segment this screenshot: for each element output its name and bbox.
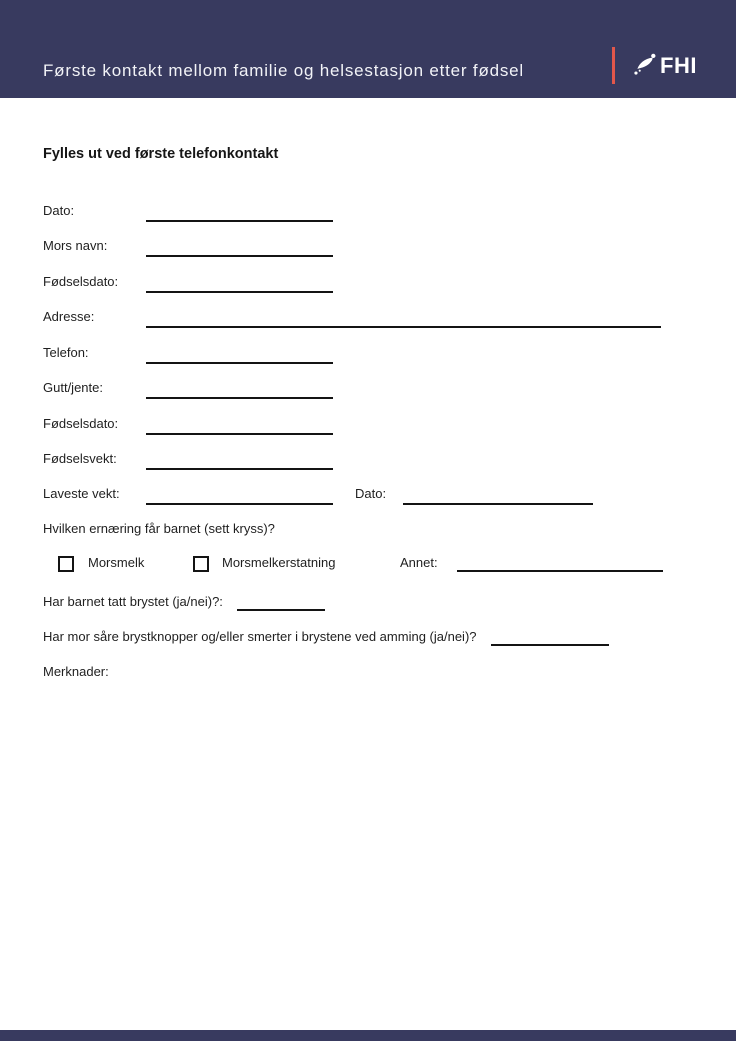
field-line-dato[interactable] <box>146 206 333 222</box>
soreness-question: Har mor såre brystknopper og/eller smerter i brystene ved amming (ja/nei)? <box>43 629 477 644</box>
field-line-laveste-vekt[interactable] <box>146 489 333 505</box>
checkbox-label-morsmelk: Morsmelk <box>88 555 145 570</box>
remarks-label: Merknader: <box>43 664 109 679</box>
footer-band <box>0 1030 736 1041</box>
field-label-fodselsdato-barn: Fødselsdato: <box>43 416 119 431</box>
form-row-adresse <box>0 309 736 329</box>
form-row-dato <box>0 203 736 223</box>
field-line-laveste-vekt-dato[interactable] <box>403 489 593 505</box>
form-row-gutt-jente <box>0 380 736 400</box>
breast-question-row <box>43 594 325 611</box>
annet-line[interactable] <box>457 556 663 572</box>
breast-answer-line[interactable] <box>237 594 325 611</box>
field-label-laveste-vekt: Laveste vekt: <box>43 486 120 501</box>
header-divider <box>612 47 615 84</box>
field-line-adresse[interactable] <box>146 312 661 328</box>
feeding-question: Hvilken ernæring får barnet (sett kryss)? <box>43 521 275 536</box>
feeding-options-row <box>0 555 736 575</box>
field-label-fodselsvekt: Fødselsvekt: <box>43 451 117 466</box>
checkbox-morsmelk[interactable] <box>58 556 74 572</box>
field-label-adresse: Adresse: <box>43 309 95 324</box>
checkbox-morsmelkerstatning[interactable] <box>193 556 209 572</box>
field-line-fodselsvekt[interactable] <box>146 454 333 470</box>
field-label-gutt-jente: Gutt/jente: <box>43 380 103 395</box>
page-title: Første kontakt mellom familie og helsestasjon etter fødsel <box>43 61 525 80</box>
annet-label: Annet: <box>400 555 438 570</box>
form-row-fodselsvekt <box>0 451 736 471</box>
form-row-mors-navn <box>0 238 736 258</box>
field-line-fodselsdato-barn[interactable] <box>146 419 333 435</box>
section-heading: Fylles ut ved første telefonkontakt <box>43 146 279 162</box>
header-band <box>0 0 736 98</box>
field-label-dato: Dato: <box>43 203 75 218</box>
form-row-telefon <box>0 345 736 365</box>
field-label-laveste-vekt-dato: Dato: <box>355 486 387 501</box>
field-line-telefon[interactable] <box>146 348 333 364</box>
form-row-laveste-vekt <box>0 486 736 506</box>
soreness-question-row <box>43 629 609 646</box>
field-line-gutt-jente[interactable] <box>146 383 333 399</box>
checkbox-label-morsmelkerstatning: Morsmelkerstatning <box>222 555 336 570</box>
field-label-fodselsdato-mor: Fødselsdato: <box>43 274 119 289</box>
field-label-telefon: Telefon: <box>43 345 89 360</box>
breast-question: Har barnet tatt brystet (ja/nei)?: <box>43 594 223 609</box>
field-label-mors-navn: Mors navn: <box>43 238 108 253</box>
field-line-fodselsdato-mor[interactable] <box>146 277 333 293</box>
fhi-logo <box>628 51 697 81</box>
fhi-logo-text: FHI <box>660 53 697 78</box>
form-row-fodselsdato-barn <box>0 416 736 436</box>
soreness-answer-line[interactable] <box>491 629 609 646</box>
fhi-logo-icon <box>628 51 658 81</box>
form-row-fodselsdato-mor <box>0 274 736 294</box>
field-line-mors-navn[interactable] <box>146 241 333 257</box>
